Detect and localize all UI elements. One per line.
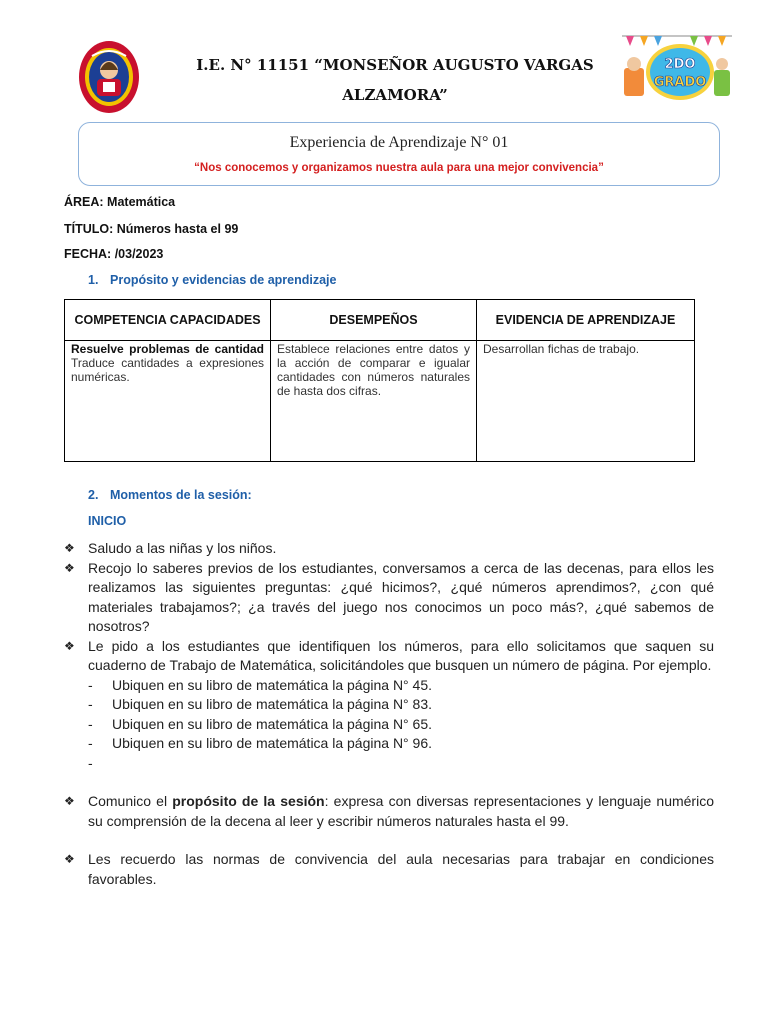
diamond-bullet-icon: ❖	[64, 560, 75, 575]
dash-item	[64, 695, 714, 715]
dash-item	[64, 734, 714, 754]
capacidad-text: Traduce cantidades a expresiones numéricas.	[71, 356, 264, 384]
bullet-text: Les recuerdo las normas de convivencia del aula necesarias para trabajar en condiciones favorables.	[88, 851, 714, 887]
table-row	[65, 341, 695, 462]
dash-marker: -	[88, 754, 93, 771]
purpose-post: : expresa con diversas representaciones y lenguaje numérico su comprensión de la decena al leer y escribir números naturales hasta el 99.	[88, 793, 714, 829]
titulo-label: TÍTULO: Números hasta el 99	[64, 222, 239, 236]
experience-title: Experiencia de Aprendizaje N° 01	[289, 134, 509, 151]
dash-item	[64, 676, 714, 696]
diamond-bullet-icon: ❖	[64, 852, 75, 866]
competencies-table	[64, 299, 695, 462]
purpose-pre: Comunico el	[88, 793, 173, 809]
school-logo	[78, 40, 140, 114]
section-1-number: 1.	[88, 273, 99, 287]
school-name-line2: ALZAMORA”	[342, 86, 448, 104]
dash-item	[64, 754, 714, 774]
section-2-heading	[88, 488, 252, 502]
fecha-label: FECHA: /03/2023	[64, 247, 164, 261]
area-label: ÁREA: Matemática	[64, 195, 176, 209]
purpose-text	[88, 792, 714, 831]
dash-text: Ubiquen en su libro de matemática la página N° 65.	[112, 715, 433, 732]
header-competencia: COMPETENCIA CAPACIDADES	[65, 300, 271, 341]
badge-text-bottom: GRADO	[653, 75, 707, 90]
list-item	[64, 539, 714, 559]
cell-competencia	[65, 341, 271, 462]
cell-evidencia: Desarrollan fichas de trabajo.	[477, 341, 695, 462]
list-item	[64, 559, 714, 637]
inicio-heading: INICIO	[88, 514, 127, 528]
section-1-title: Propósito y evidencias de aprendizaje	[110, 273, 337, 287]
dash-text	[112, 754, 714, 774]
dash-text: Ubiquen en su libro de matemática la página N° 96.	[112, 735, 433, 751]
dash-item	[64, 715, 714, 735]
experience-subtitle: “Nos conocemos y organizamos nuestra aula para una mejor convivencia”	[194, 162, 604, 174]
dash-marker: -	[88, 735, 93, 751]
bullet-text: Recojo lo saberes previos de los estudiantes, conversamos a cerca de las decenas, para ellos les realizamos las siguientes preguntas: ¿qué hicimos?, ¿qué números aprendimos?, ¿con qué materiales trabajamos?; ¿a través del juego nos conocimos un poco más?, ¿qué sabemos de nosotros?	[88, 559, 714, 634]
header-evidencia: EVIDENCIA DE APRENDIZAJE	[477, 300, 695, 341]
bullet-text: Le pido a los estudiantes que identifiquen los números, para ello solicitamos que saquen su cuaderno de Trabajo de Matemática, solicitándoles que busquen un número de página. Por ejemplo.	[88, 637, 714, 673]
dash-text: Ubiquen en su libro de matemática la página N° 83.	[112, 696, 433, 712]
badge-text-top: 2DO	[664, 57, 696, 72]
dash-text: Ubiquen en su libro de matemática la página N° 45.	[112, 676, 433, 693]
experience-box	[78, 122, 720, 186]
grade-badge	[618, 28, 736, 108]
dash-marker: -	[88, 676, 93, 693]
list-item	[64, 637, 714, 676]
diamond-bullet-icon: ❖	[64, 541, 75, 555]
purpose-bold: propósito de la sesión	[172, 793, 325, 809]
section-1-heading	[88, 273, 336, 287]
header-desempenos: DESEMPEÑOS	[271, 300, 477, 341]
competencia-text: Resuelve problemas de cantidad	[71, 342, 264, 356]
diamond-bullet-icon: ❖	[64, 794, 75, 808]
section-2-title: Momentos de la sesión:	[110, 488, 252, 502]
bullet-text: Saludo a las niñas y los niños.	[88, 540, 277, 556]
school-name-line1: I.E. N° 11151 “MONSEÑOR AUGUSTO VARGAS	[196, 56, 594, 74]
list-item	[64, 850, 714, 889]
cell-desempeno: Establece relaciones entre datos y la acción de comparar e igualar cantidades con números naturales de hasta dos cifras.	[271, 341, 477, 462]
section-2-number: 2.	[88, 488, 99, 502]
diamond-bullet-icon: ❖	[64, 638, 75, 653]
table-header-row	[65, 300, 695, 341]
dash-marker: -	[88, 696, 93, 712]
dash-marker: -	[88, 715, 93, 732]
session-steps	[64, 539, 714, 889]
list-item	[64, 792, 714, 831]
school-name	[160, 50, 630, 110]
